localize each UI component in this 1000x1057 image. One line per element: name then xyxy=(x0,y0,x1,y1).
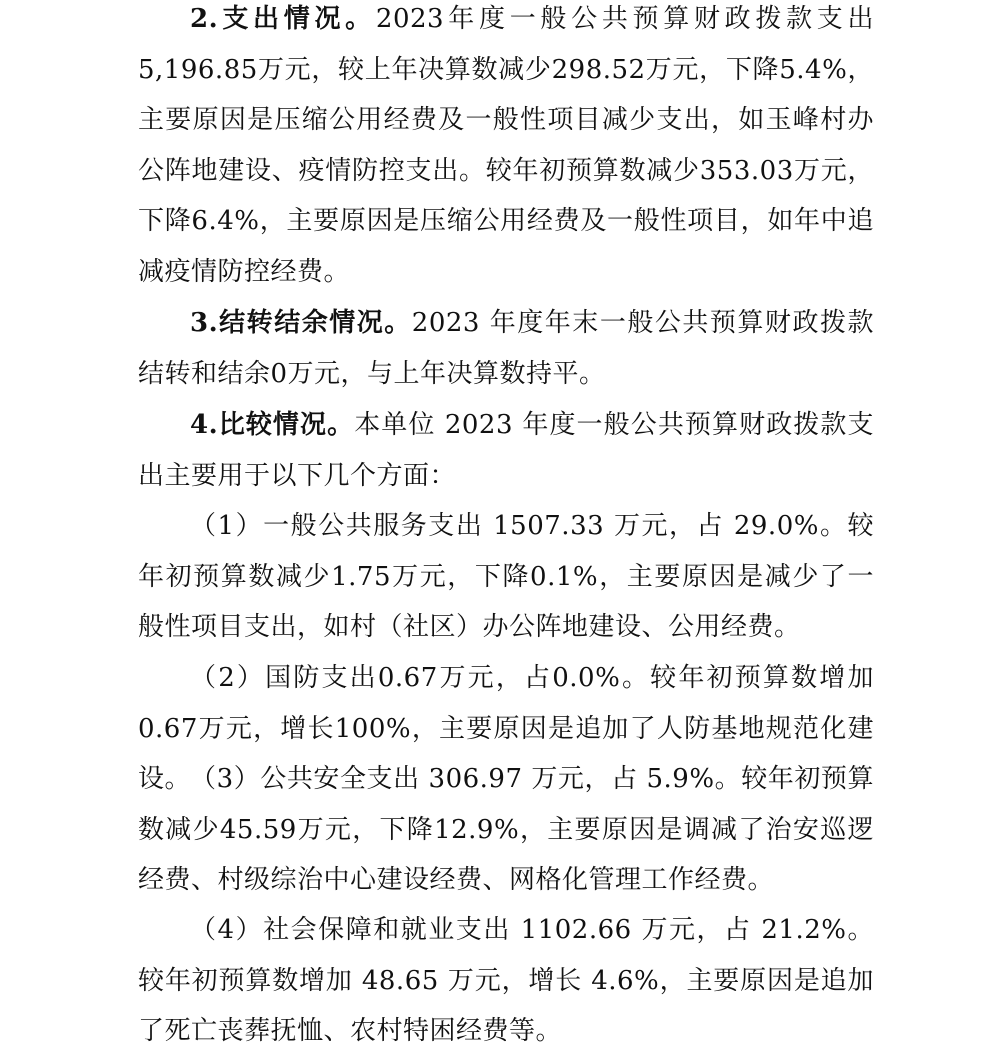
paragraph-text: （4）社会保障和就业支出 1102.66 万元，占 21.2%。较年初预算数增加 48.65 万元，增长 4.6%，主要原因是追加了死亡丧葬抚恤、农村特困经费等。 xyxy=(138,915,874,1047)
paragraph-comparison xyxy=(138,400,874,501)
paragraph-item-3 xyxy=(138,754,874,906)
paragraph-carryover xyxy=(138,298,874,399)
paragraph-heading: 2.支出情况。 xyxy=(190,4,376,34)
paragraph-text: 本单位 2023 年度一般公共预算财政拨款支出主要用于以下几个方面： xyxy=(138,410,874,491)
paragraph-text: （2）国防支出0.67万元，占0.0%。较年初预算数增加0.67万元，增长100%，主要原因是追加了人防基地规范化建设。 xyxy=(138,663,874,795)
paragraph-heading: 4.比较情况。 xyxy=(190,410,355,440)
paragraph-expenditure xyxy=(138,0,874,298)
paragraph-text: 2023年度一般公共预算财政拨款支出5,196.85万元，较上年决算数减少298.52万元，下降5.4%，主要原因是压缩公用经费及一般性项目减少支出，如玉峰村办公阵地建设、疫情防控支出。较年初预算数减少353.03万元，下降6.4%，主要原因是压缩公用经费及一般性项目，如年中追减疫情防控经费。 xyxy=(138,4,874,287)
paragraph-item-4 xyxy=(138,905,874,1057)
paragraph-text: （1）一般公共服务支出 1507.33 万元，占 29.0%。较年初预算数减少1.75万元，下降0.1%，主要原因是减少了一般性项目支出，如村（社区）办公阵地建设、公用经费。 xyxy=(138,511,874,643)
paragraph-text: （3）公共安全支出 306.97 万元，占 5.9%。较年初预算数减少45.59万元，下降12.9%，主要原因是调减了治安巡逻经费、村级综治中心建设经费、网格化管理工作经费。 xyxy=(138,764,874,896)
paragraph-text: 2023 年度年末一般公共预算财政拨款结转和结余0万元，与上年决算数持平。 xyxy=(138,308,874,389)
paragraph-heading: 3.结转结余情况。 xyxy=(190,308,412,338)
paragraph-item-1 xyxy=(138,501,874,653)
